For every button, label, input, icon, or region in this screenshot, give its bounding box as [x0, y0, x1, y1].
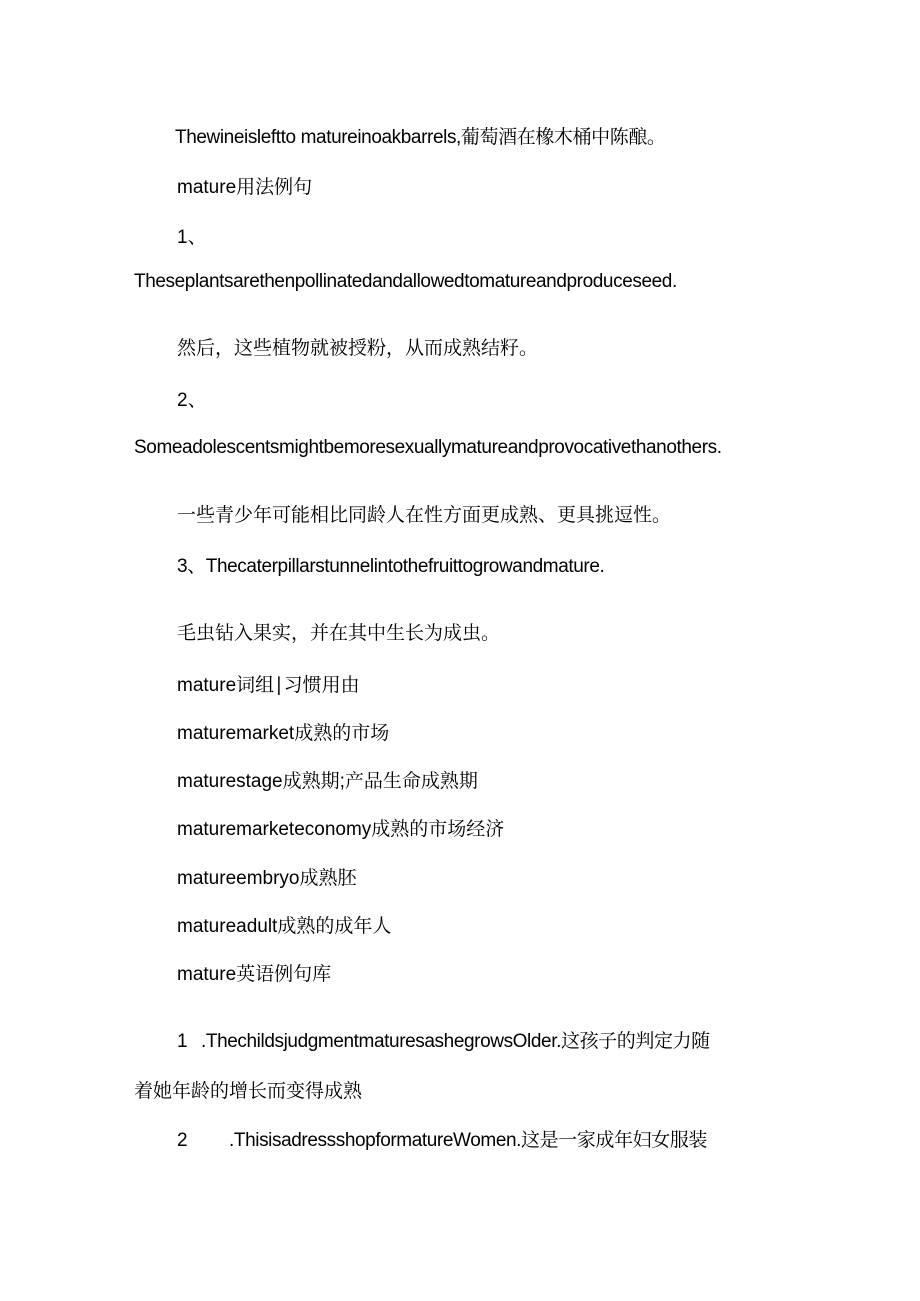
example-3-chinese: 毛虫钻入果实，并在其中生长为成虫。 — [177, 623, 501, 644]
library-example-2-number: 2 — [177, 1130, 188, 1151]
example-3: 3、Thecaterpillarstunnelintothefruittogrowandmature. — [177, 556, 605, 577]
heading-example-library: mature英语例句库 — [177, 964, 332, 985]
library-example-2-text: .ThisisadressshopformatureWomen.这是一家成年妇女服装 — [229, 1130, 708, 1151]
phrase-mature-embryo: matureembryo成熟胚 — [177, 868, 357, 889]
example-number-2: 2、 — [177, 390, 207, 411]
phrase-mature-market: maturemarket成熟的市场 — [177, 723, 390, 744]
library-example-1-number: 1 — [177, 1031, 188, 1052]
paragraph-wine-barrels: Thewineisleftto matureinoakbarrels,葡萄酒在橡木桶中陈酿。 — [175, 127, 666, 148]
library-example-1-continuation: 着她年龄的增长而变得成熟 — [134, 1081, 363, 1102]
library-example-2 — [177, 1129, 707, 1153]
phrase-mature-market-economy: maturemarketeconomy成熟的市场经济 — [177, 819, 505, 840]
phrase-mature-stage: maturestage成熟期;产品生命成熟期 — [177, 771, 478, 792]
example-2-chinese: 一些青少年可能相比同龄人在性方面更成熟、更具挑逗性。 — [177, 505, 672, 526]
example-number-1: 1、 — [177, 227, 207, 248]
example-2-english: Someadolescentsmightbemoresexuallymatureandprovocativethanothers. — [134, 437, 722, 458]
example-1-english: Theseplantsarethenpollinatedandallowedtomatureandproduceseed. — [134, 271, 677, 292]
library-example-1-text: .ThechildsjudgmentmaturesashegrowsOlder.这孩子的判定力随 — [201, 1031, 710, 1052]
phrase-mature-adult: matureadult成熟的成年人 — [177, 916, 392, 937]
heading-usage-examples: mature用法例句 — [177, 177, 313, 198]
heading-phrases: mature词组∣习惯用由 — [177, 675, 360, 696]
example-1-chinese: 然后，这些植物就被授粉，从而成熟结籽。 — [177, 338, 539, 359]
library-example-1 — [177, 1030, 710, 1054]
